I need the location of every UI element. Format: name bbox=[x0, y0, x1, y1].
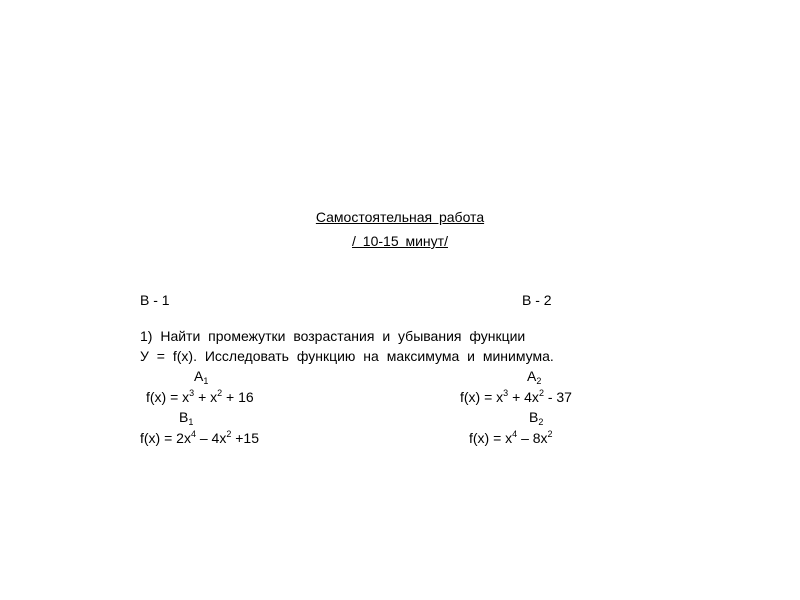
formula-b1: $f(x) = 2x^4 - 4x^2 +15$ bbox=[140, 429, 259, 446]
case-b1-label: $В_1$ bbox=[179, 409, 194, 427]
variant-2-label: В - 2 bbox=[522, 292, 552, 308]
page-subtitle: / 10-15 минут/ bbox=[352, 233, 448, 249]
formula-a2: $f(x) = x^3 + 4x^2 - 37$ bbox=[460, 388, 572, 405]
task-line-2: У = f(x). Исследовать функцию на максимума и минимума. bbox=[140, 348, 554, 364]
variant-1-label: В - 1 bbox=[140, 292, 170, 308]
task-line-1: 1) Найти промежутки возрастания и убывания функции bbox=[140, 328, 526, 344]
case-b2-label: $В_2$ bbox=[529, 409, 544, 427]
case-a2-label: $А_2$ bbox=[527, 368, 542, 386]
case-a1-label: $А_1$ bbox=[194, 368, 209, 386]
formula-a1: $f(x) = x^3 + x^2 + 16$ bbox=[146, 388, 254, 405]
formula-b2: $f(x) = x^4 - 8x^2$ bbox=[469, 429, 553, 446]
page-title: Самостоятельная работа bbox=[315, 209, 485, 225]
